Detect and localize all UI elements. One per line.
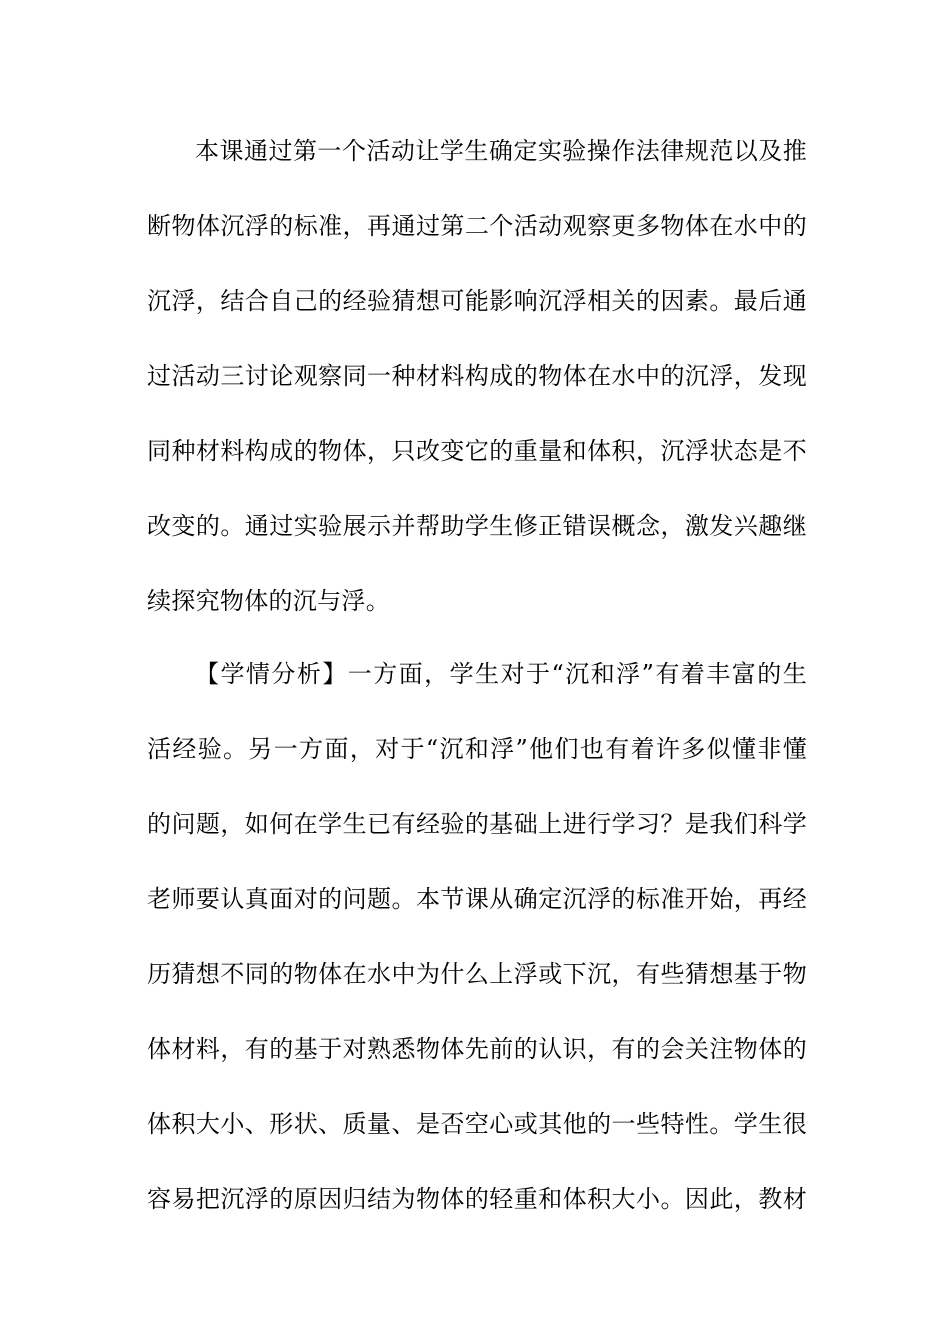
paragraph-1-line-3: 沉浮，结合自己的经验猜想可能影响沉浮相关的因素。最后通 (147, 287, 807, 315)
paragraph-2-line-4: 老师要认真面对的问题。本节课从确定沉浮的标准开始，再经 (147, 885, 807, 913)
paragraph-1-line-5: 同种材料构成的物体，只改变它的重量和体积，沉浮状态是不 (147, 437, 807, 465)
paragraph-1-line-4: 过活动三讨论观察同一种材料构成的物体在水中的沉浮，发现 (147, 362, 807, 390)
paragraph-1-line-2: 断物体沉浮的标准，再通过第二个活动观察更多物体在水中的 (147, 212, 807, 240)
paragraph-2-line-2: 活经验。另一方面，对于“沉和浮”他们也有着许多似懂非懂 (147, 735, 807, 763)
paragraph-1-line-1: 本课通过第一个活动让学生确定实验操作法律规范以及推 (195, 137, 807, 165)
paragraph-2-line-1: 【学情分析】一方面，学生对于“沉和浮”有着丰富的生 (195, 660, 807, 688)
paragraph-2-line-7: 体积大小、形状、质量、是否空心或其他的一些特性。学生很 (147, 1110, 807, 1138)
paragraph-2-line-5: 历猜想不同的物体在水中为什么上浮或下沉，有些猜想基于物 (147, 960, 807, 988)
paragraph-1-line-6: 改变的。通过实验展示并帮助学生修正错误概念，激发兴趣继 (147, 512, 807, 540)
paragraph-1-line-7: 续探究物体的沉与浮。 (147, 587, 390, 615)
paragraph-2-line-6: 体材料，有的基于对熟悉物体先前的认识，有的会关注物体的 (147, 1035, 807, 1063)
paragraph-2-line-8: 容易把沉浮的原因归结为物体的轻重和体积大小。因此，教材 (147, 1185, 807, 1213)
paragraph-2-line-3: 的问题，如何在学生已有经验的基础上进行学习？是我们科学 (147, 810, 807, 838)
